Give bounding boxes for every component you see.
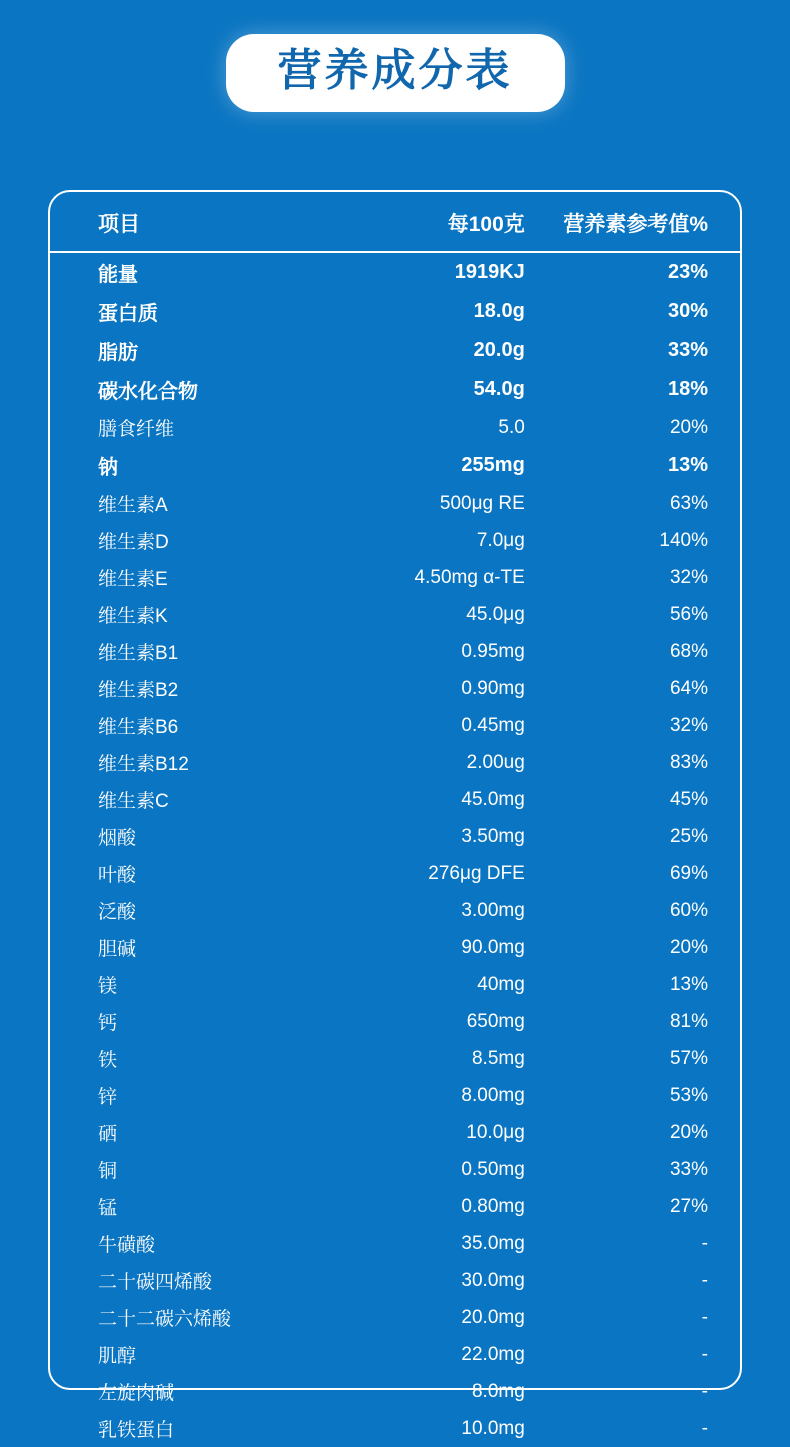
nutrition-table-card [48,190,742,1441]
nutrient-nrv: 45% [669,788,708,810]
nutrient-amount: 0.45mg [461,714,525,736]
table-row [50,1410,740,1447]
nutrient-name: 二十碳四烯酸 [98,1272,213,1293]
nutrient-nrv: 57% [669,1047,708,1069]
table-row [50,633,740,670]
table-header-row [50,192,740,252]
table-row [50,966,740,1003]
page-title: 营养成分表 [277,46,513,95]
nutrient-name: 维生素E [98,569,168,590]
table-row [50,1040,740,1077]
nutrient-amount: 500μg RE [439,492,525,514]
nutrient-name: 钠 [98,457,118,479]
nutrient-name: 乳铁蛋白 [98,1420,175,1441]
nutrient-nrv: 13% [667,454,708,476]
table-row [50,892,740,929]
table-row [50,409,740,446]
nutrient-name: 锌 [98,1087,118,1108]
nutrient-name: 碳水化合物 [98,381,198,403]
nutrient-nrv: 56% [669,603,708,625]
nutrient-amount: 1919KJ [454,261,525,283]
table-row [50,707,740,744]
table-body [50,252,740,1447]
nutrient-nrv: 20% [669,1121,708,1143]
nutrient-nrv: 69% [669,862,708,884]
nutrient-name: 维生素K [98,606,168,627]
nutrition-table [50,192,740,1447]
table-row [50,596,740,633]
nutrient-nrv: 83% [669,751,708,773]
nutrient-name: 蛋白质 [98,303,158,325]
nutrient-name: 铜 [98,1161,118,1182]
nutrient-nrv: 20% [669,936,708,958]
nutrient-name: 维生素B6 [98,717,179,738]
column-header-nrv: 营养素参考值% [547,192,740,252]
nutrient-amount: 4.50mg α-TE [414,566,525,588]
nutrient-nrv: - [701,1417,708,1439]
nutrient-amount: 2.00ug [466,751,525,773]
nutrient-amount: 30.0mg [461,1269,525,1291]
column-header-item: 项目 [50,192,326,252]
nutrient-amount: 8.5mg [471,1047,525,1069]
nutrient-name: 硒 [98,1124,118,1145]
nutrient-amount: 20.0g [473,339,525,361]
table-row [50,446,740,485]
table-row [50,744,740,781]
nutrient-nrv: 81% [669,1010,708,1032]
nutrient-name: 烟酸 [98,828,137,849]
table-row [50,1003,740,1040]
nutrient-amount: 0.50mg [461,1158,525,1180]
nutrient-amount: 8.0mg [471,1380,525,1402]
nutrient-amount: 0.80mg [461,1195,525,1217]
nutrient-amount: 650mg [466,1010,525,1032]
table-row [50,559,740,596]
table-row [50,1188,740,1225]
nutrient-amount: 0.90mg [461,677,525,699]
nutrient-amount: 276μg DFE [428,862,525,884]
nutrient-name: 维生素B1 [98,643,179,664]
table-row [50,929,740,966]
nutrient-name: 维生素D [98,532,169,553]
table-row [50,292,740,331]
nutrient-nrv: - [701,1306,708,1328]
nutrient-nrv: 33% [667,339,708,361]
table-row [50,331,740,370]
nutrient-nrv: 23% [667,261,708,283]
nutrient-amount: 3.50mg [461,825,525,847]
nutrient-nrv: 27% [669,1195,708,1217]
title-pill [226,34,565,112]
nutrient-nrv: - [701,1343,708,1365]
table-row [50,1262,740,1299]
nutrient-nrv: 13% [669,973,708,995]
nutrient-name: 牛磺酸 [98,1235,156,1256]
nutrient-amount: 3.00mg [461,899,525,921]
nutrient-nrv: 32% [669,566,708,588]
nutrient-nrv: - [701,1232,708,1254]
nutrient-name: 维生素B2 [98,680,179,701]
nutrient-amount: 0.95mg [461,640,525,662]
table-row [50,522,740,559]
nutrient-name: 脂肪 [98,342,138,364]
nutrient-amount: 40mg [477,973,525,995]
nutrient-name: 维生素B12 [98,754,189,775]
nutrient-name: 锰 [98,1198,118,1219]
nutrient-amount: 5.0 [498,416,525,438]
nutrient-name: 叶酸 [98,865,137,886]
nutrient-name: 二十二碳六烯酸 [98,1309,232,1330]
nutrient-amount: 54.0g [473,378,525,400]
nutrient-nrv: - [701,1269,708,1291]
table-row [50,1373,740,1410]
nutrient-nrv: 20% [669,416,708,438]
nutrient-amount: 90.0mg [461,936,525,958]
nutrient-name: 铁 [98,1050,118,1071]
table-row [50,1299,740,1336]
nutrient-name: 钙 [98,1013,118,1034]
nutrient-nrv: 64% [669,677,708,699]
table-row [50,670,740,707]
nutrient-name: 泛酸 [98,902,137,923]
nutrient-amount: 7.0μg [476,529,525,551]
nutrient-name: 能量 [98,264,138,286]
nutrient-amount: 45.0μg [466,603,525,625]
nutrient-nrv: 68% [669,640,708,662]
nutrient-amount: 22.0mg [461,1343,525,1365]
nutrient-nrv: 63% [669,492,708,514]
nutrient-amount: 255mg [461,454,525,476]
nutrient-amount: 35.0mg [461,1232,525,1254]
table-row [50,370,740,409]
table-row [50,781,740,818]
nutrient-nrv: 60% [669,899,708,921]
nutrient-amount: 18.0g [473,300,525,322]
nutrient-nrv: 25% [669,825,708,847]
nutrient-amount: 10.0μg [466,1121,525,1143]
table-row [50,855,740,892]
nutrient-nrv: 53% [669,1084,708,1106]
nutrient-amount: 10.0mg [461,1417,525,1439]
table-header [50,192,740,252]
nutrient-name: 胆碱 [98,939,137,960]
table-row [50,485,740,522]
nutrient-nrv: - [701,1380,708,1402]
table-row [50,1151,740,1188]
nutrient-name: 膳食纤维 [98,419,175,440]
nutrient-name: 维生素C [98,791,169,812]
title-container [0,0,790,112]
table-row [50,1336,740,1373]
nutrient-name: 镁 [98,976,118,997]
nutrient-name: 左旋肉碱 [98,1383,175,1404]
nutrient-name: 肌醇 [98,1346,137,1367]
nutrient-nrv: 30% [667,300,708,322]
table-row [50,252,740,292]
nutrient-amount: 20.0mg [461,1306,525,1328]
nutrient-nrv: 18% [667,378,708,400]
nutrient-amount: 8.00mg [461,1084,525,1106]
column-header-per-100g: 每100克 [326,192,547,252]
nutrient-nrv: 140% [659,529,708,551]
nutrient-name: 维生素A [98,495,168,516]
table-row [50,1225,740,1262]
nutrient-nrv: 33% [669,1158,708,1180]
table-row [50,818,740,855]
nutrient-amount: 45.0mg [461,788,525,810]
table-row [50,1077,740,1114]
nutrient-nrv: 32% [669,714,708,736]
table-row [50,1114,740,1151]
